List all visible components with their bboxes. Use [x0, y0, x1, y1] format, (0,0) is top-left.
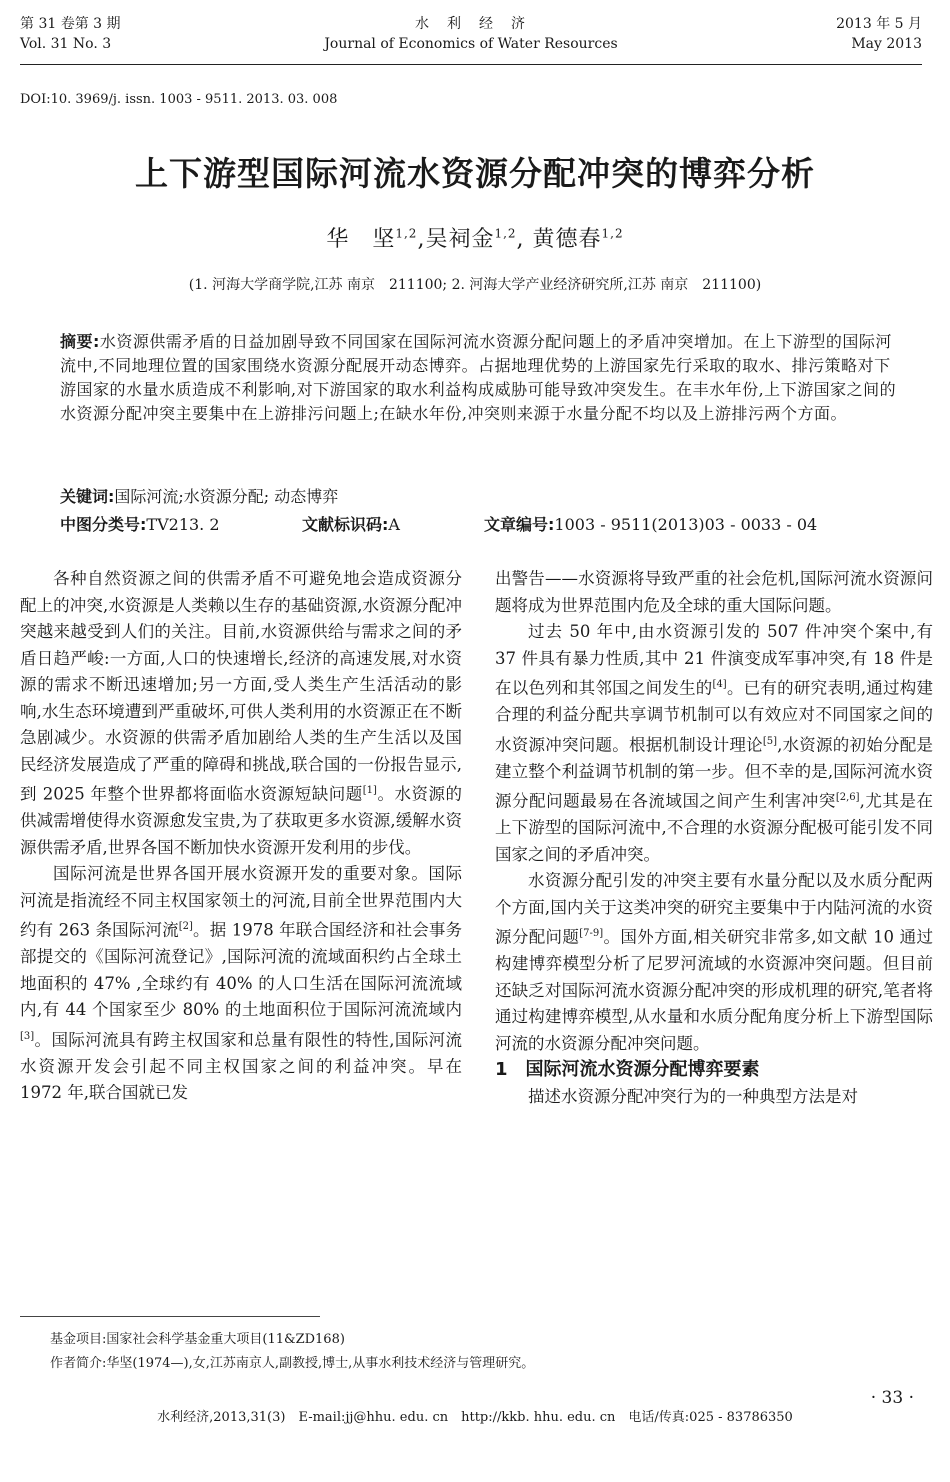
page-number: · 33 ·	[870, 1388, 914, 1408]
journal-name-en: Journal of Economics of Water Resources	[324, 36, 618, 52]
author-bio-note: 作者简介:华坚(1974—),女,江苏南京人,副教授,博士,从事水利技术经济与管理研究。	[50, 1356, 535, 1371]
paragraph-text: 。水资源的供减需增使得水资源愈发宝贵,为了获取更多水资源,缓解水资源供需矛盾,世界各国不断加快水资源开发利用的步伐。	[20, 784, 463, 857]
abstract-label: 摘要:	[60, 332, 100, 351]
article-number	[484, 512, 817, 535]
body-paragraph	[495, 566, 933, 619]
author-1-affil: 1,2	[395, 226, 418, 241]
citation-ref: [2]	[178, 921, 193, 932]
page-footer: 水利经济,2013,31(3) E-mail:jj@hhu. edu. cn http://kkb. hhu. edu. cn 电话/传真:025 - 83786350	[157, 1410, 793, 1425]
author-2: ,吴祠金	[417, 227, 495, 252]
keywords-text: 国际河流;水资源分配; 动态博弈	[114, 487, 339, 506]
paragraph-text: 各种自然资源之间的供需矛盾不可避免地会造成资源分配上的冲突,水资源是人类赖以生存的基础资源,水资源分配冲突越来越受到人们的关注。目前,水资源供给与需求之间的矛盾日趋严峻:一方面,人口的快速增长,经济的高速发展,对水资源的需求不断迅速增加;另一方面,受人类生产生活活动的影响,水生态环境遭到严重破坏,可供人类利用的水资源正在不断急剧减少。水资源的供需矛盾加剧给人类的生产生活以及国民经济发展造成了严重的障碍和挑战,联合国的一份报告显示,到 2025 年整个世界都将面临水资源短缺问题	[20, 569, 462, 804]
clc-number	[60, 512, 220, 535]
paragraph-text: 过去 50 年中,由水资源引发的 507 件冲突个案中,有 37 件具有暴力性质,其中 21 件演变成军事冲突,有 18 件是在以色列和其邻国之间发生的	[495, 622, 933, 698]
paragraph-text: ,水资源的初始分配是建立整个利益调节机制的第一步。但不幸的是,国际河流水资源分配问题最易在各流域国之间产生利害冲突	[495, 735, 933, 811]
art-value: 1003 - 9511(2013)03 - 0033 - 04	[554, 515, 818, 534]
running-header	[20, 12, 922, 65]
body-paragraph	[20, 861, 462, 1107]
author-3: , 黄德春	[516, 227, 602, 252]
body-paragraph	[495, 619, 933, 868]
issue-date-en: May 2013	[851, 36, 922, 52]
body-column-right	[495, 566, 933, 1110]
paragraph-text: 。已有的研究表明,通过构建合理的利益分配共享调节机制可以有效应对不同国家之间的水资源冲突问题。根据机制设计理论	[495, 678, 934, 754]
paragraph-text: 水资源分配引发的冲突主要有水量分配以及水质分配两个方面,国内关于这类冲突的研究主要集中于内陆河流的水资源分配问题	[495, 871, 933, 947]
paragraph-text: 。国外方面,相关研究非常多,如文献 10 通过构建博弈模型分析了尼罗河流域的水资源冲突问题。但目前还缺乏对国际河流水资源分配冲突的形成机理的研究,笔者将通过构建博弈模型,从水量和水质分配角度分析上下游型国际河流的水资源分配冲突问题。	[495, 927, 934, 1053]
journal-name: 水 利 经 济	[415, 16, 527, 32]
paragraph-text: ,尤其是在上下游型的国际河流中,不合理的水资源分配极可能引发不同国家之间的矛盾冲突。	[495, 791, 933, 864]
clc-value: TV213. 2	[146, 515, 220, 534]
doi: DOI:10. 3969/j. issn. 1003 - 9511. 2013. 03. 008	[20, 92, 338, 107]
volume-issue: 第 31 卷第 3 期	[20, 16, 121, 32]
citation-ref: [7-9]	[579, 928, 604, 939]
doc-code	[302, 512, 400, 535]
paragraph-text: 描述水资源分配冲突行为的一种典型方法是对	[528, 1086, 858, 1106]
paragraph-text: 。据 1978 年联合国经济和社会事务部提交的《国际河流登记》,国际河流的流域面积约占全球土地面积的 47% ,全球约有 40% 的人口生活在国际河流流域内,有 44 个国家至少 80% 的土地面积位于国际河流流域内	[20, 920, 463, 1019]
art-label: 文章编号:	[484, 515, 555, 534]
keywords-label: 关键词:	[60, 487, 115, 506]
authors	[0, 222, 950, 253]
citation-ref: [4]	[712, 679, 727, 690]
doc-label: 文献标识码:	[302, 515, 389, 534]
clc-label: 中图分类号:	[60, 515, 147, 534]
doc-value: A	[388, 515, 400, 534]
paragraph-text: 。国际河流具有跨主权国家和总量有限性的特性,国际河流水资源开发会引起不同主权国家之间的利益冲突。早在 1972 年,联合国就已发	[20, 1030, 462, 1102]
body-paragraph	[495, 868, 933, 1057]
volume-issue-en: Vol. 31 No. 3	[20, 36, 112, 52]
body-paragraph	[20, 566, 462, 861]
author-3-affil: 1,2	[601, 226, 624, 241]
author-2-affil: 1,2	[494, 226, 517, 241]
funding-note: 基金项目:国家社会科学基金重大项目(11&ZD168)	[50, 1332, 345, 1347]
citation-ref: [5]	[762, 735, 778, 747]
citation-ref: [3]	[20, 1030, 35, 1042]
issue-date: 2013 年 5 月	[836, 16, 922, 32]
paragraph-text: 出警告——水资源将导致严重的社会危机,国际河流水资源问题将成为世界范围内危及全球的重大国际问题。	[495, 569, 933, 615]
body-paragraph	[495, 1084, 933, 1111]
author-1: 华 坚	[326, 227, 396, 252]
abstract	[60, 330, 900, 426]
header-center	[20, 14, 922, 54]
article-title: 上下游型国际河流水资源分配冲突的博弈分析	[135, 154, 815, 193]
footnote-rule	[20, 1316, 320, 1317]
keywords	[60, 484, 338, 507]
body-column-left	[20, 566, 462, 1107]
section-heading: 1 国际河流水资源分配博弈要素	[495, 1059, 760, 1080]
abstract-text: 水资源供需矛盾的日益加剧导致不同国家在国际河流水资源分配问题上的矛盾冲突增加。在上下游型的国际河流中,不同地理位置的国家围绕水资源分配展开动态博弈。占据地理优势的上游国家先行采取的取水、排污策略对下游国家的水量水质造成不利影响,对下游国家的取水利益构成威胁可能导致冲突发生。在丰水年份,上下游国家之间的水资源分配冲突主要集中在上游排污问题上;在缺水年份,冲突则来源于水量分配不均以及上游排污两个方面。	[60, 332, 897, 423]
citation-ref: [1]	[362, 785, 377, 796]
citation-ref: [2,6]	[835, 792, 860, 803]
header-right	[836, 14, 922, 54]
affiliation: (1. 河海大学商学院,江苏 南京 211100; 2. 河海大学产业经济研究所,江苏 南京 211100)	[188, 277, 762, 293]
paragraph-text: 国际河流是世界各国开展水资源开发的重要对象。国际河流是指流经不同主权国家领土的河流,目前全世界范围内大约有 263 条国际河流	[20, 864, 462, 940]
